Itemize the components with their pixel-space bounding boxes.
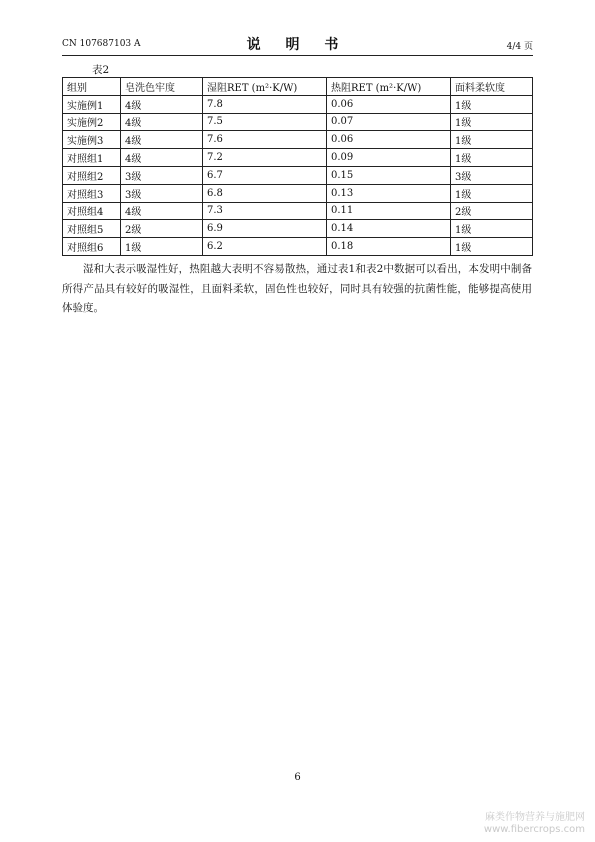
header-cell-wash-fastness: 皂洗色牢度 [121,78,203,96]
table-cell: 对照组6 [63,238,121,256]
watermark [484,812,585,836]
table-row [63,238,533,256]
document-title: 说 明 书 [246,37,349,53]
table-row [63,220,533,238]
table-cell: 0.15 [327,166,451,184]
table-row [63,149,533,167]
body-paragraph: 湿和大表示吸湿性好，热阻越大表明不容易散热，通过表1和表2中数据可以看出，本发明中制备所得产品具有较好的吸湿性，且面料柔软，固色性也较好，同时具有较强的抗菌性能，能够提高使用体验度。 [62,263,532,314]
table-cell: 0.06 [327,95,451,113]
table-cell: 6.2 [203,238,327,256]
table-row [63,113,533,131]
table-cell: 1级 [451,131,533,149]
table-row [63,131,533,149]
table-cell: 0.07 [327,113,451,131]
table-cell: 对照组5 [63,220,121,238]
table-cell: 4级 [121,95,203,113]
table-cell: 3级 [451,166,533,184]
table-cell: 实施例3 [63,131,121,149]
table-cell: 6.7 [203,166,327,184]
table-cell: 7.3 [203,202,327,220]
header-cell-thermal-resistance: 热阻RET (m²·K/W) [327,78,451,96]
table-cell: 0.06 [327,131,451,149]
table-cell: 7.6 [203,131,327,149]
table-cell: 0.09 [327,149,451,167]
table-cell: 对照组1 [63,149,121,167]
table-cell: 0.11 [327,202,451,220]
table-cell: 1级 [451,220,533,238]
publication-number: CN 107687103 A [62,39,141,49]
table-cell: 4级 [121,113,203,131]
table-cell: 6.9 [203,220,327,238]
table-cell: 2级 [121,220,203,238]
table-row [63,184,533,202]
table-body [63,95,533,255]
table-cell: 3级 [121,166,203,184]
table-cell: 7.2 [203,149,327,167]
table-cell: 0.18 [327,238,451,256]
table-row [63,202,533,220]
table-cell: 实施例1 [63,95,121,113]
table-cell: 7.8 [203,95,327,113]
table-cell: 对照组4 [63,202,121,220]
table-row [63,166,533,184]
table-cell: 6.8 [203,184,327,202]
table-cell: 对照组3 [63,184,121,202]
watermark-text: 麻类作物营养与施肥网 [485,812,585,823]
page-header [62,36,533,56]
table-cell: 1级 [451,184,533,202]
table-cell: 1级 [451,95,533,113]
header-divider [62,55,533,56]
table-cell: 7.5 [203,113,327,131]
table-cell: 实施例2 [63,113,121,131]
results-table [62,77,533,256]
table-cell: 4级 [121,149,203,167]
table-caption: 表2 [92,64,110,76]
table-cell: 对照组2 [63,166,121,184]
header-cell-group: 组别 [63,78,121,96]
table-cell: 1级 [451,238,533,256]
watermark-url: www.fibercrops.com [483,824,585,835]
header-cell-softness: 面料柔软度 [451,78,533,96]
table-cell: 3级 [121,184,203,202]
table-cell: 1级 [451,113,533,131]
table-cell: 1级 [121,238,203,256]
table-row [63,95,533,113]
table-cell: 4级 [121,202,203,220]
page-indicator: 4/4 页 [506,42,533,52]
header-cell-wet-resistance: 湿阻RET (m²·K/W) [203,78,327,96]
table-cell: 2级 [451,202,533,220]
table-cell: 1级 [451,149,533,167]
table-cell: 4级 [121,131,203,149]
page-number: 6 [294,772,301,783]
table-cell: 0.14 [327,220,451,238]
table-header-row [63,78,533,96]
table-cell: 0.13 [327,184,451,202]
